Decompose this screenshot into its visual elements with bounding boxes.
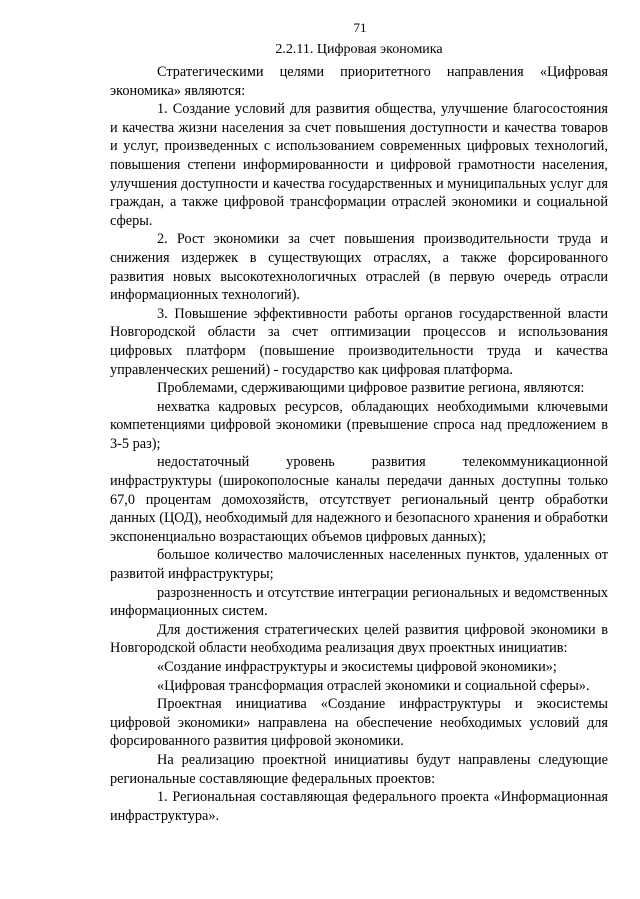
page-number: 71 bbox=[353, 20, 367, 35]
paragraph: большое количество малочисленных населенных пунктов, удаленных от развитой инфраструктуры; bbox=[110, 547, 608, 583]
paragraph: 1. Создание условий для развития общества, улучшение благосостояния и качества жизни населения за счет повышения доступности и качества товаров и услуг, произведенных с использованием современных цифровых технологий, повышения степени информированности и цифровой грамотности населения, улучшения доступности и качества государственных и муниципальных услуг для граждан, а также цифровой трансформации отраслей экономики и социальной сферы. bbox=[110, 101, 608, 229]
paragraph: нехватка кадровых ресурсов, обладающих необходимыми ключевыми компетенциями цифровой экономики (превышение спроса над предложением в 3-5 раз); bbox=[110, 398, 608, 452]
paragraph: недостаточный уровень развития телекоммуникационной инфраструктуры (широкополосные каналы передачи данных доступны только 67,0 процентам домохозяйств, отсутствует региональный центр обработки данных (ЦОД), необходимый для надежного и безопасного хранения и обработки экспоненциально возрастающих объемов цифровых данных); bbox=[110, 454, 608, 545]
document-body bbox=[110, 63, 608, 825]
paragraph: 1. Региональная составляющая федерального проекта «Информационная инфраструктура». bbox=[110, 789, 608, 824]
paragraph: разрозненность и отсутствие интеграции региональных и ведомственных информационных систем. bbox=[110, 584, 608, 620]
paragraph: Стратегическими целями приоритетного направления «Цифровая экономика» являются: bbox=[110, 64, 608, 99]
section-heading: 2.2.11. Цифровая экономика bbox=[275, 42, 443, 57]
paragraph: 3. Повышение эффективности работы органов государственной власти Новгородской области за счет оптимизации процессов и использования цифровых платформ (повышение производительности труда и качества управленческих решений) - государство как цифровая платформа. bbox=[110, 305, 608, 378]
paragraph: Проектная инициатива «Создание инфраструктуры и экосистемы цифровой экономики» направлена на обеспечение необходимых условий для форсированного развития цифровой экономики. bbox=[110, 696, 608, 750]
paragraph: Для достижения стратегических целей развития цифровой экономики в Новгородской области необходима реализация двух проектных инициатив: bbox=[110, 621, 608, 657]
paragraph: 2. Рост экономики за счет повышения производительности труда и снижения издержек в существующих отраслях, а также форсированного развития новых высокотехнологичных отраслей (в первую очередь отрасли информационных технологий). bbox=[110, 231, 608, 304]
paragraph: «Цифровая трансформация отраслей экономики и социальной сферы». bbox=[157, 677, 590, 694]
paragraph: «Создание инфраструктуры и экосистемы цифровой экономики»; bbox=[157, 659, 557, 675]
paragraph: На реализацию проектной инициативы будут направлены следующие региональные составляющие федеральных проектов: bbox=[110, 751, 608, 787]
paragraph: Проблемами, сдерживающими цифровое развитие региона, являются: bbox=[157, 380, 585, 397]
